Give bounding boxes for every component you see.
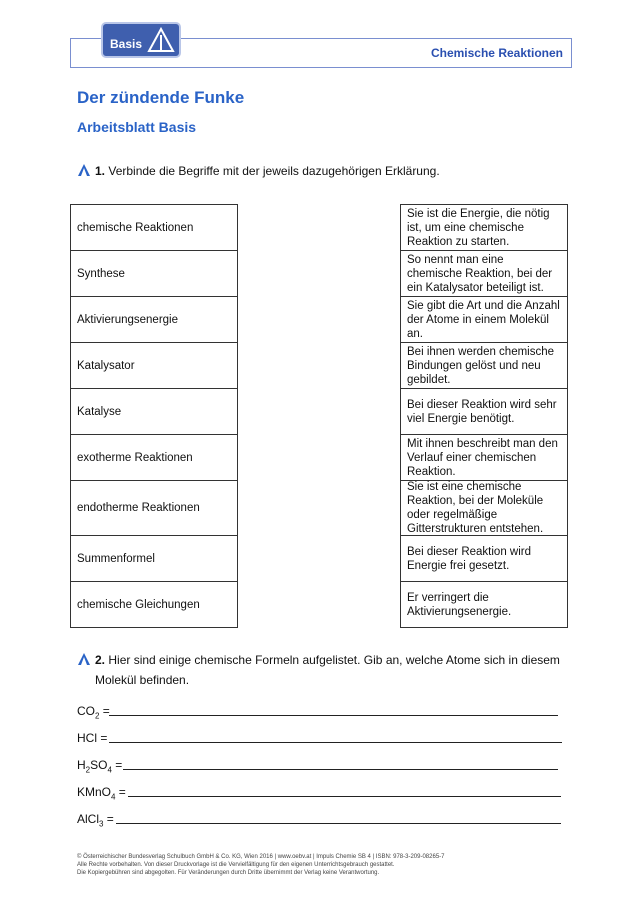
- explanation-cell: Bei ihnen werden chemische Bindungen gelöst und neu gebildet.: [401, 343, 567, 389]
- formula-kmno4: KMnO$_4$ =: [77, 785, 126, 802]
- task-2-instruction-line2: Molekül befinden.: [95, 673, 190, 687]
- formula-h2so4: $H_2SO_4$ =: [77, 758, 123, 775]
- explanation-cell: Sie ist die Energie, die nötig ist, um eine chemische Reaktion zu starten.: [401, 205, 567, 251]
- answer-line-kmno4[interactable]: [128, 796, 561, 797]
- task-1-instruction: Verbinde die Begriffe mit der jeweils dazugehörigen Erklärung.: [108, 164, 440, 178]
- term-cell: Synthese: [71, 251, 237, 297]
- footer-line-2: Alle Rechte vorbehalten. Von dieser Druckvorlage ist die Vervielfältigung für den eigenen Unterrichtsgebrauch gestattet.: [77, 862, 395, 868]
- triangle-logo-icon: [147, 27, 175, 53]
- explanation-cell: Sie gibt die Art und die Anzahl der Atome in einem Molekül an.: [401, 297, 567, 343]
- page-title: Der zündende Funke: [77, 88, 245, 107]
- mountain-icon: [77, 163, 91, 177]
- term-cell: chemische Gleichungen: [77, 598, 200, 611]
- mountain-icon: [77, 652, 91, 666]
- explanation-cell: Sie ist eine chemische Reaktion, bei der Moleküle oder regelmäßige Gitterstrukturen entstehen.: [401, 481, 567, 536]
- task-1-number: 1.: [95, 164, 106, 178]
- basis-logo: [101, 22, 181, 58]
- explanation-cell: Mit ihnen beschreibt man den Verlauf einer chemischen Reaktion.: [401, 435, 567, 481]
- task-2: [77, 650, 560, 690]
- section-title: Chemische Reaktionen: [430, 46, 563, 60]
- formula-alcl3: AlCl$_3$ =: [77, 812, 114, 829]
- footer-line-3: Die Kopiergebühren sind abgegolten. Für Veränderungen durch Dritte übernimmt der Verlag keine Verantwortung.: [77, 870, 380, 876]
- term-cell: Aktivierungsenergie: [71, 297, 237, 343]
- explanation-cell: Bei dieser Reaktion wird Energie frei gesetzt.: [401, 536, 567, 582]
- terms-column: [70, 204, 238, 628]
- answer-line-hcl[interactable]: [109, 742, 562, 743]
- term-cell: exotherme Reaktionen: [71, 435, 237, 481]
- task-2-number: 2.: [95, 653, 106, 667]
- logo-text: Basis: [110, 37, 143, 51]
- answer-line-co2[interactable]: [109, 715, 558, 716]
- answer-line-alcl3[interactable]: [116, 823, 561, 824]
- explanation-cell: Bei dieser Reaktion wird sehr viel Energie benötigt.: [401, 389, 567, 435]
- formula-hcl: HCl =: [77, 731, 108, 745]
- explanations-column: [400, 204, 568, 628]
- term-cell: Summenformel: [71, 536, 237, 582]
- footer: [77, 853, 445, 877]
- task-2-instruction-line1: Hier sind einige chemische Formeln aufgelistet. Gib an, welche Atome sich in diesem: [108, 653, 560, 667]
- explanation-cell: Er verringert die Aktivierungsenergie.: [407, 591, 512, 618]
- term-cell: chemische Reaktionen: [71, 205, 237, 251]
- explanation-cell: So nennt man eine chemische Reaktion, bei der ein Katalysator beteiligt ist.: [401, 251, 567, 297]
- formula-co2: $CO_2$ =: [77, 704, 110, 721]
- page-subtitle: Arbeitsblatt Basis: [77, 119, 197, 135]
- task-1: [77, 161, 440, 181]
- answer-line-h2so4[interactable]: [123, 769, 558, 770]
- term-cell: endotherme Reaktionen: [71, 481, 237, 536]
- term-cell: Katalysator: [71, 343, 237, 389]
- footer-line-1: © Österreichischer Bundesverlag Schulbuch GmbH & Co. KG, Wien 2016 | www.oebv.at | Impuls Chemie SB 4 | ISBN: 978-3-209-08265-7: [77, 854, 445, 860]
- term-cell: Katalyse: [71, 389, 237, 435]
